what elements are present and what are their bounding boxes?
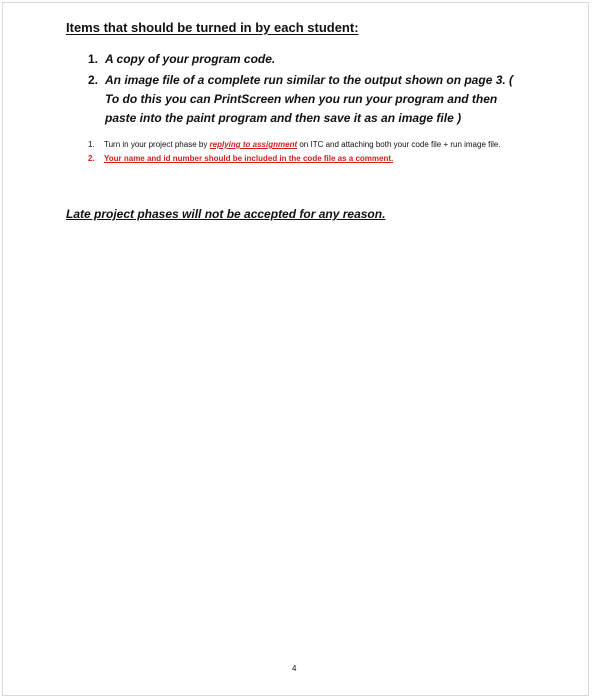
item-number: 1. bbox=[88, 140, 95, 149]
item-text: A copy of your program code. bbox=[105, 52, 276, 66]
late-policy-notice: Late project phases will not be accepted for any reason. bbox=[66, 207, 386, 221]
list-item bbox=[88, 153, 548, 164]
item-text-before: Turn in your project phase by bbox=[104, 140, 210, 149]
instruction-list bbox=[88, 139, 548, 167]
item-number: 2. bbox=[88, 154, 95, 163]
replying-to-assignment-link[interactable]: replying to assignment bbox=[209, 140, 298, 149]
item-number: 2. bbox=[88, 73, 99, 87]
item-text-after: on ITC and attaching both your code file + run image file. bbox=[297, 140, 501, 149]
item-text: An image file of a complete run similar to the output shown on page 3. ( To do this you can PrintScreen when you run your program and then paste into the paint program and then save it as an image file ) bbox=[105, 73, 514, 125]
item-number: 1. bbox=[88, 52, 99, 66]
section-heading: Items that should be turned in by each student: bbox=[66, 20, 359, 35]
list-item bbox=[88, 50, 528, 69]
list-item bbox=[88, 71, 528, 128]
list-item bbox=[88, 139, 548, 150]
name-id-requirement: Your name and id number should be included in the code file as a comment. bbox=[104, 154, 394, 163]
submission-list bbox=[88, 50, 528, 130]
page-number: 4 bbox=[292, 664, 297, 673]
